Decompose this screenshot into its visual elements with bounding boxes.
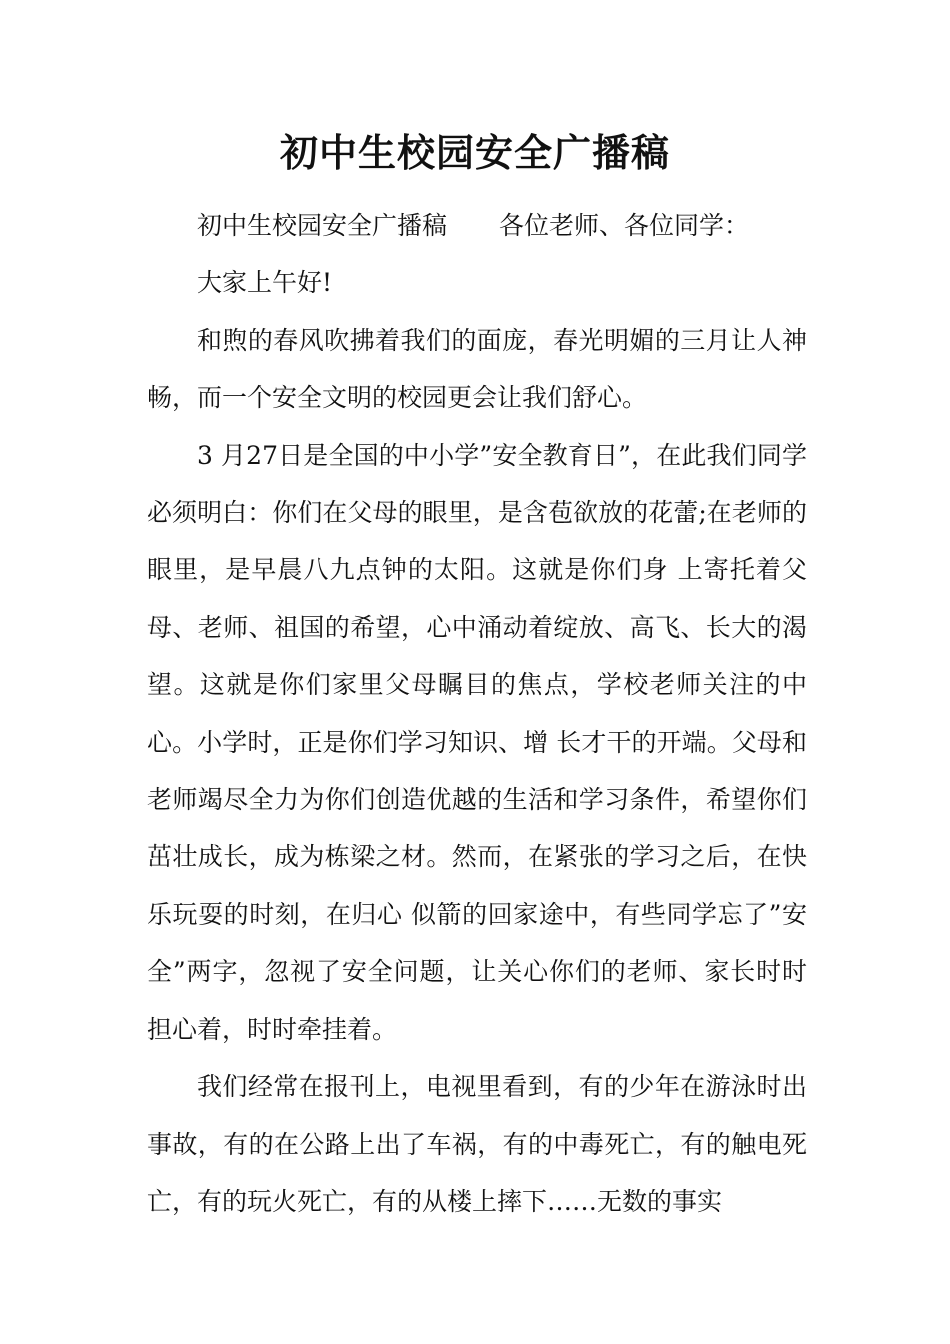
intro-line <box>147 197 807 254</box>
paragraph-spring: 和煦的春风吹拂着我们的面庞，春光明媚的三月让人神畅，而一个安全文明的校园更会让我们舒心。 <box>147 325 807 413</box>
intro-heading: 初中生校园安全广播稿 <box>197 211 448 240</box>
salutation: 各位老师、各位同学： <box>499 211 750 240</box>
greeting-paragraph: 大家上午好! <box>197 268 333 298</box>
document-title: 初中生校园安全广播稿 <box>279 130 670 175</box>
paragraph-safety-day: 3 月27日是全国的中小学”安全教育日”，在此我们同学必须明白：你们在父母的眼里，是含苞欲放的花蕾;在老师的眼里，是早晨八九点钟的太阳。这就是你们身 上寄托着父母、老师、祖国的希望，心中涌动着绽放、高飞、长大的渴望。这就是你们家里父母瞩目的焦点，学校老师关注的中心。小学时，正是你们学习知识、增 长才干的开端。父母和老师竭尽全力为你们创造优越的生活和学习条件，希望你们茁壮成长，成为栋梁之材。然而，在紧张的学习之后，在快乐玩耍的时刻，在归心 似箭的回家途中，有些同学忘了”安全”两字，忽视了安全问题，让关心你们的老师、家长时时担心着，时时牵挂着。 <box>147 440 807 1044</box>
document-body <box>147 197 807 1230</box>
paragraph-accidents: 我们经常在报刊上，电视里看到，有的少年在游泳时出事故，有的在公路上出了车祸，有的中毒死亡，有的触电死亡，有的玩火死亡，有的从楼上摔下……无数的事实 <box>147 1072 807 1216</box>
